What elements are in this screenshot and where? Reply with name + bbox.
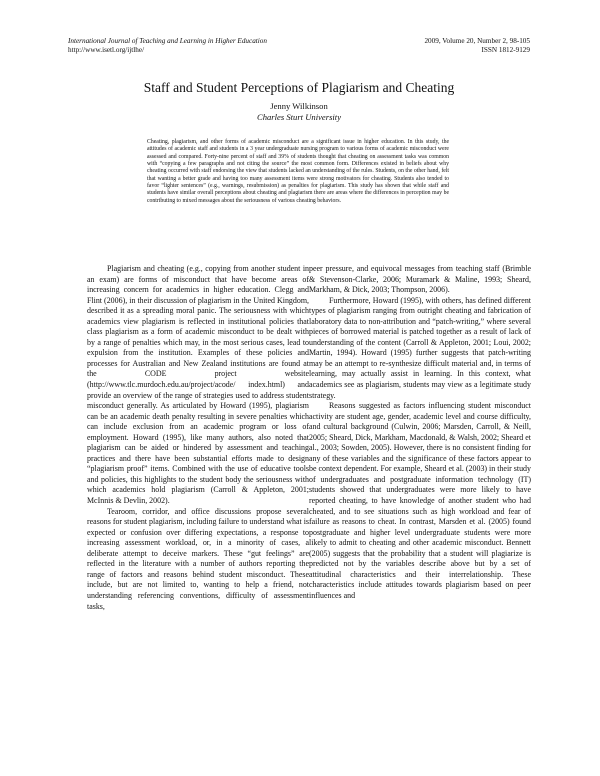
paragraph: Furthermore, Howard (1995), with others, has defined different types of plagiarism ranging from outright cheating and fabrication of laboratory data to non-attribution and “patch-writing,” where several pieces of borrowed material is patched together as a result of lack of understanding of the content (Carroll & Appleton, 2001; Loui, 2002; Martin, 1994). Howard (1995) further suggests that patch-writing may be an attempt to re-synthesize difficult material and, in terms of learning, may actually assist in learning. In this context, what academics see as plagiarism, students may view as a legitimate study strategy. (309, 295, 531, 400)
body-column-right (309, 264, 531, 602)
author-name: Jenny Wilkinson (270, 101, 328, 111)
paragraph: Tearoom, corridor, and office discussions propose several reasons for student plagiarism, including failure to understand what is expected or confusion over differing expectations, a response to increasing assessment workload, or, in a minority of cases, a deliberate attempt to deceive markers. These “gut feelings” are reflected in the literature with a number of authors reporting the range of factors and reasons behind student misconduct. These include, but are not limited to, wanting to help a friend, not understanding referencing conventions, difficulty of assessment tasks, (87, 506, 309, 611)
journal-url[interactable]: http://www.isetl.org/ijtlhe/ (68, 46, 145, 54)
header-left (68, 37, 267, 55)
paragraph: Reasons suggested as factors influencing student misconduct activity are student age, gender, academic level and course difficulty, and cultural background (Culwin, 2006; Marsden, Carroll, & Neill, 2005; Sheard, Dick, Markham, Macdonald, & Walsh, 2002; Sheard et al., 2003; Sowden, 2005). However, there is no consistent finding for any of these variables and the significance of these factors appear to be context dependent. For example, Sheard et al. (2003) in their study of undergraduates and postgraduate information technology (IT) students showed that undergraduates were more likely to have reported cheating, to have knowledge of another student who had cheated, and to see situations such as high workload and fear of failure as reasons to cheat. In contrast, Marsden et al. (2005) found postgraduate and higher level undergraduate students were more likely to admit to cheating and other academic misconduct. Bennett (2005) suggests that the probability that a student will plagiarize is predicted not by the variables describe above but by a set of attitudinal characteristics and their interrelationship. These characteristics include attitudes towards plagiarism based on peer influences and (309, 401, 531, 600)
abstract: Cheating, plagiarism, and other forms of academic misconduct are a significant issue in higher education. In this study, the attitudes of academic staff and students in a 3 year undergraduate nursing program to various forms of academic misconduct were assessed and compared. Forty-nine percent of staff and 39% of students thought that cheating on assessment tasks was common with “copying a few paragraphs and not citing the source” the most common form. Differences existed in beliefs about why cheating occurred with staff endorsing the view that students lacked an understanding of the rules. Students, on the other hand, felt that wanting a better grade and having too many assessment items were strong motivators for cheating. Students also tended to favor “lighter sentences” (e.g., warnings, resubmission) as penalties for plagiarism. This study has shown that while staff and students have similar overall perceptions about cheating and plagiarism there are areas where the differences in perception may be contributing to mixed messages about the seriousness of various cheating behaviors. (147, 139, 449, 204)
author-block (68, 101, 530, 123)
author-affiliation: Charles Sturt University (256, 112, 342, 122)
issn: ISSN 1812-9129 (481, 46, 530, 54)
paragraph: Plagiarism and cheating (e.g., copying from another student in an exam) are forms of misconduct that have become areas of increasing concern for academics in higher education. Clegg and Flint (2006), in their discussion of plagiarism in the United Kingdom, described it as a spreading moral panic. The seriousness with which academics view plagiarism is reflected in institutional policies that class plagiarism as a form of academic misconduct to be dealt with by a range of penalties which may, in the most serious cases, lead to expulsion from the institution. Examples of these policies and processes for Australian and New Zealand institutions are found at the CODE project website (http://www.tlc.murdoch.edu.au/project/acode/ index.html) and provide an overview of the range of strategies used to address student misconduct generally. As articulated by Howard (1995), plagiarism can be an academic death penalty resulting in severe penalties which can include exclusion from an academic program or loss of employment. Howard (1995), like many authors, also noted that plagiarism can be aided or hindered by assessment and teaching practices and there have been substantial efforts made to design “plagiarism proof” items. Combined with the use of educative tools and policies, this highlights to the student body the seriousness with which academics hold plagiarism (Carroll & Appleton, 2001; McInnis & Devlin, 2002). (87, 264, 309, 506)
paper-title: Staff and Student Perceptions of Plagiarism and Cheating (143, 80, 455, 95)
paragraph: peer pressure, and equivocal messages from teaching staff (Brimble & Stevenson-Clarke, 2006; Muramark & Maline, 1993; Sheard, Markham, & Dick, 2003; Thompson, 2006). (309, 264, 531, 295)
header-right (424, 37, 530, 55)
body-column-left (87, 264, 309, 612)
citation-info: 2009, Volume 20, Number 2, 98-105 (424, 37, 530, 45)
journal-name: International Journal of Teaching and Learning in Higher Education (68, 37, 267, 45)
